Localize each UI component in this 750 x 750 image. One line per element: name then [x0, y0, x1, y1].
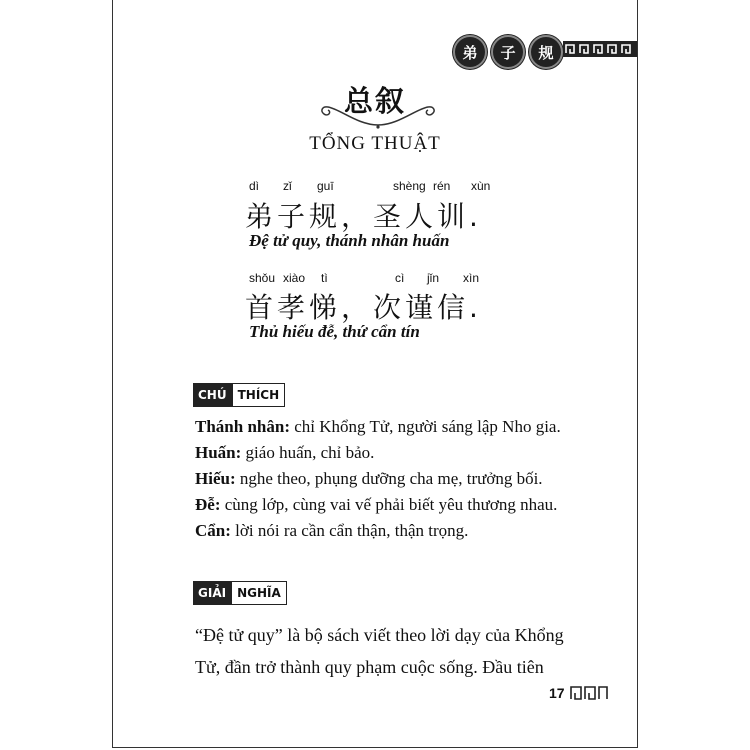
note-line: [195, 417, 561, 437]
note-line: [195, 521, 468, 541]
paragraph-line: “Đệ tử quy” là bộ sách viết theo lời dạy của Khổng: [195, 625, 564, 645]
pinyin: dì: [249, 179, 260, 193]
header-badge: 规: [529, 35, 563, 69]
pinyin: jǐn: [427, 271, 440, 285]
note-definition: nghe theo, phụng dưỡng cha mẹ, trưởng bối.: [235, 469, 543, 488]
pinyin: xùn: [471, 179, 491, 193]
chapter-title-chinese: 总叙: [343, 84, 406, 118]
verse-hanzi: 弟子规，圣人训.: [245, 200, 482, 233]
note-term: Thánh nhân:: [195, 417, 290, 436]
pinyin: tì: [321, 271, 328, 285]
notes-section-label: [193, 383, 285, 407]
verse-translation: Thủ hiếu đễ, thứ cẩn tín: [249, 322, 420, 341]
note-definition: cùng lớp, cùng vai vế phải biết yêu thương nhau.: [220, 495, 558, 514]
note-term: Cẩn:: [195, 521, 231, 540]
pinyin: xiào: [283, 271, 306, 285]
note-definition: chỉ Khổng Tử, người sáng lập Nho gia.: [289, 417, 561, 436]
label-dark-part: GIẢI: [194, 582, 230, 604]
verse-translation: Đệ tử quy, thánh nhân huấn: [249, 231, 450, 250]
footer-pattern-decoration: [569, 685, 609, 701]
label-dark-part: CHÚ: [194, 384, 231, 406]
meaning-section-label: [193, 581, 287, 605]
note-term: Huấn:: [195, 443, 242, 462]
pinyin: guī: [317, 179, 334, 193]
pinyin: cì: [395, 271, 405, 285]
pinyin: xìn: [463, 271, 480, 285]
header-badge: 子: [491, 35, 525, 69]
pinyin: shǒu: [249, 271, 276, 285]
pinyin: zǐ: [283, 179, 292, 193]
note-definition: lời nói ra cần cẩn thận, thận trọng.: [230, 521, 469, 540]
note-line: [195, 495, 557, 515]
note-term: Đễ:: [195, 495, 221, 514]
note-definition: giáo huấn, chỉ bảo.: [241, 443, 375, 462]
pinyin: shèng: [393, 179, 426, 193]
title-ornament-decoration: [318, 97, 438, 131]
page-number: 17: [549, 685, 565, 701]
chapter-title-vietnamese: TỔNG THUẬT: [309, 133, 441, 154]
paragraph-line: Tử, đần trở thành quy phạm cuộc sống. Đầu tiên: [195, 657, 544, 677]
verse-hanzi: 首孝悌，次谨信.: [245, 291, 482, 324]
note-term: Hiếu:: [195, 469, 236, 488]
book-page: [112, 0, 638, 748]
header-badges: [453, 35, 563, 69]
meaning-paragraph: [195, 619, 605, 683]
note-line: [195, 443, 374, 463]
header-pattern-decoration: [563, 41, 638, 57]
note-line: [195, 469, 543, 489]
label-light-part: NGHĨA: [230, 582, 286, 604]
pinyin: rén: [433, 179, 451, 193]
label-light-part: THÍCH: [231, 384, 285, 406]
header-badge: 弟: [453, 35, 487, 69]
